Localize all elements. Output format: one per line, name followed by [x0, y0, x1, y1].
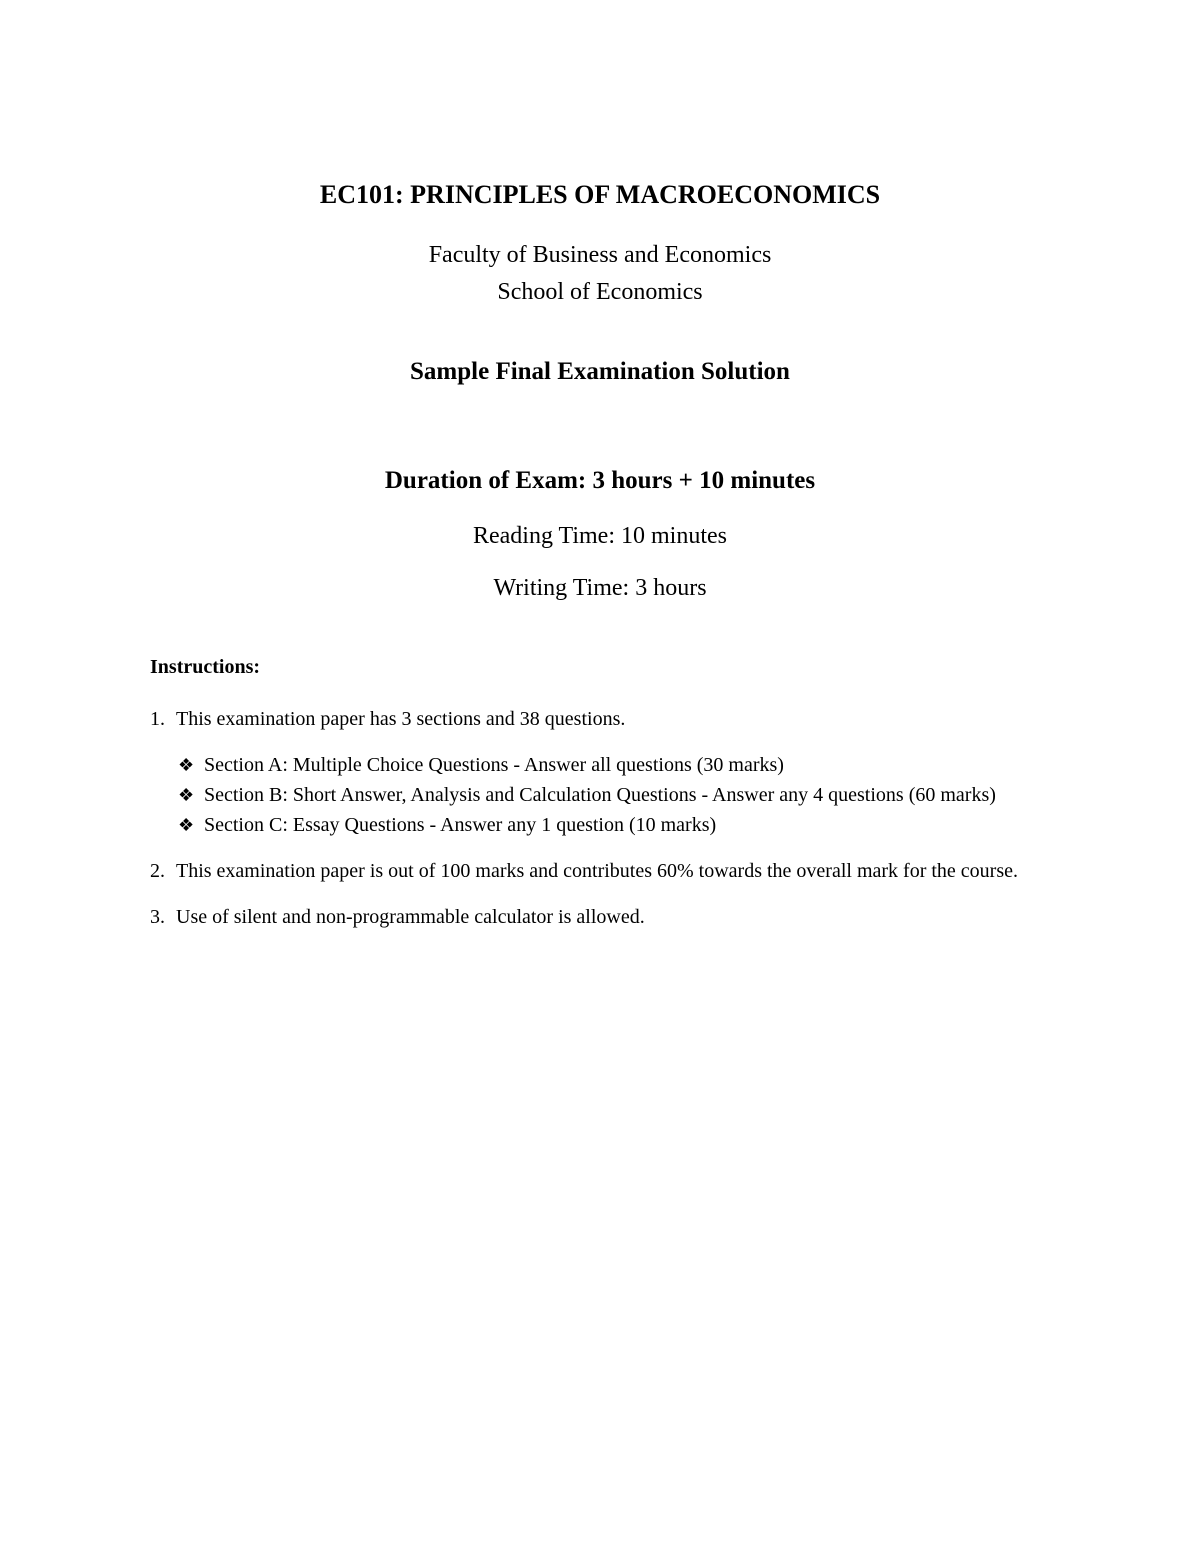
diamond-bullet-icon: ❖ [178, 815, 195, 835]
instruction-item-2 [150, 856, 1050, 886]
section-item-a [176, 750, 1050, 780]
diamond-bullet-icon: ❖ [178, 755, 195, 775]
section-text: Section A: Multiple Choice Questions - Answer all questions (30 marks) [204, 754, 784, 776]
instruction-number: 1. [150, 708, 165, 730]
faculty-name: Faculty of Business and Economics [428, 242, 772, 268]
instructions-list [150, 704, 1050, 948]
section-text: Section B: Short Answer, Analysis and Calculation Questions - Answer any 4 questions (60 marks) [204, 784, 996, 806]
school-name: School of Economics [497, 279, 703, 305]
instructions-heading: Instructions: [150, 656, 261, 678]
section-list [176, 750, 1050, 840]
section-item-c [176, 810, 1050, 840]
writing-time: Writing Time: 3 hours [493, 575, 707, 601]
instruction-item-3 [150, 902, 1050, 932]
reading-time: Reading Time: 10 minutes [472, 523, 727, 549]
instruction-text: Use of silent and non-programmable calculator is allowed. [176, 906, 645, 928]
document-title: Sample Final Examination Solution [410, 358, 790, 385]
instruction-item-1 [150, 704, 1050, 840]
course-title: EC101: PRINCIPLES OF MACROECONOMICS [319, 180, 881, 209]
section-text: Section C: Essay Questions - Answer any 1 question (10 marks) [204, 814, 717, 836]
instruction-number: 2. [150, 860, 165, 882]
instruction-number: 3. [150, 906, 165, 928]
section-item-b [176, 780, 1050, 810]
instruction-text: This examination paper has 3 sections and 38 questions. [176, 708, 626, 730]
exam-duration: Duration of Exam: 3 hours + 10 minutes [384, 467, 816, 494]
instruction-text: This examination paper is out of 100 marks and contributes 60% towards the overall mark for the course. [176, 860, 1018, 882]
diamond-bullet-icon: ❖ [178, 785, 195, 805]
